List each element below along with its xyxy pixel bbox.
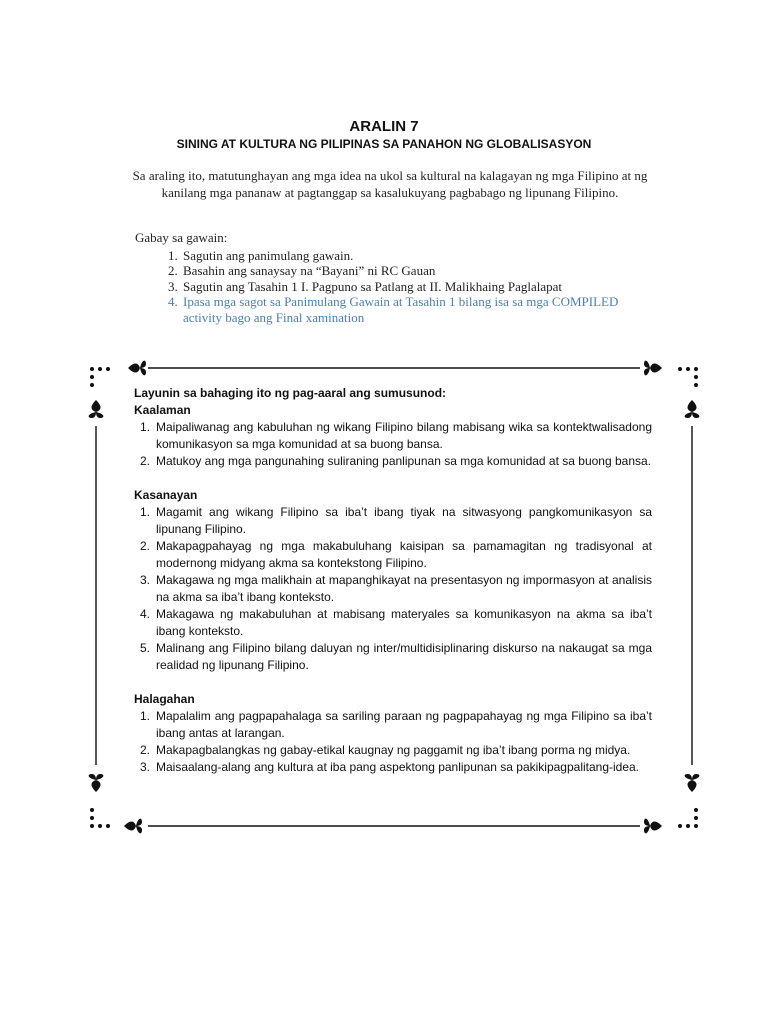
- halagahan-list: [134, 708, 652, 776]
- lesson-subtitle: SINING AT KULTURA NG PILIPINAS SA PANAHON NG GLOBALISASYON: [176, 137, 592, 151]
- guide-heading: Gabay sa gawain:: [135, 230, 228, 245]
- guide-item: 3. Sagutin ang Tasahin 1 I. Pagpuno sa Patlang at II. Malikhaing Paglalapat: [181, 279, 635, 295]
- objective-item: 1. Mapalalim ang pagpapahalaga sa sariling paraan ng pagpapahayag ng mga Filipino sa iba’t ibang antas at larangan.: [140, 709, 652, 740]
- guide-item: 2. Basahin ang sanaysay na “Bayani” ni RC Gauan: [181, 263, 635, 279]
- kasanayan-list: [134, 504, 652, 674]
- objective-item: 2. Makapagbalangkas ng gabay-etikal kaugnay ng paggamit ng iba’t ibang porma ng midya.: [140, 743, 631, 757]
- guide-list: [135, 248, 635, 326]
- objective-item: 1. Maipaliwanag ang kabuluhan ng wikang Filipino bilang mabisang wika sa kontektwalisadong komunikasyon sa mga komunidad at sa buong bansa.: [140, 420, 652, 451]
- section-heading-kasanayan: Kasanayan: [134, 488, 198, 502]
- activity-guide: [135, 230, 635, 325]
- objective-item: 2. Makapagpahayag ng mga makabuluhang kaisipan sa pamamagitan ng tradisyonal at modernong midyang akma sa kontekstong Filipino.: [140, 539, 652, 570]
- objective-item: 4. Makagawa ng makabuluhan at mabisang materyales sa komunikasyon na akma sa iba’t ibang konteksto.: [140, 607, 652, 638]
- guide-item-highlighted: 4. Ipasa mga sagot sa Panimulang Gawain at Tasahin 1 bilang isa sa mga COMPILED activity bago ang Final xamination: [181, 294, 635, 325]
- objectives-box: [134, 385, 652, 776]
- objective-item: 2. Matukoy ang mga pangunahing suliraning panlipunan sa mga komunidad at sa buong bansa.: [140, 454, 652, 468]
- intro-paragraph: Sa araling ito, matutunghayan ang mga idea na ukol sa kultural na kalagayan ng mga Filipino at ng kanilang mga pananaw at pagtanggap sa kasalukuyang pagbabago ng lipunang Filipino.: [132, 168, 648, 200]
- kaalaman-list: [134, 419, 652, 470]
- objective-item: 5. Malinang ang Filipino bilang daluyan ng inter/multidisiplinaring diskurso na nakaugat sa mga realidad ng lipunang Filipino.: [140, 641, 652, 672]
- objectives-intro: Layunin sa bahaging ito ng pag-aaral ang sumusunod:: [134, 386, 447, 400]
- guide-item: 1. Sagutin ang panimulang gawain.: [181, 248, 635, 264]
- section-heading-kaalaman: Kaalaman: [134, 403, 191, 417]
- lesson-title: ARALIN 7: [349, 118, 419, 135]
- objective-item: 3. Makagawa ng mga malikhain at mapanghikayat na presentasyon ng impormasyon at analisis na akma sa iba’t ibang konteksto.: [140, 573, 652, 604]
- objective-item: 1. Magamit ang wikang Filipino sa iba’t ibang tiyak na sitwasyong pangkomunikasyon sa lipunang Filipino.: [140, 505, 652, 536]
- section-heading-halagahan: Halagahan: [134, 692, 195, 706]
- objective-item: 3. Maisaalang-alang ang kultura at iba pang aspektong panlipunan sa pakikipagpalitang-idea.: [140, 760, 640, 774]
